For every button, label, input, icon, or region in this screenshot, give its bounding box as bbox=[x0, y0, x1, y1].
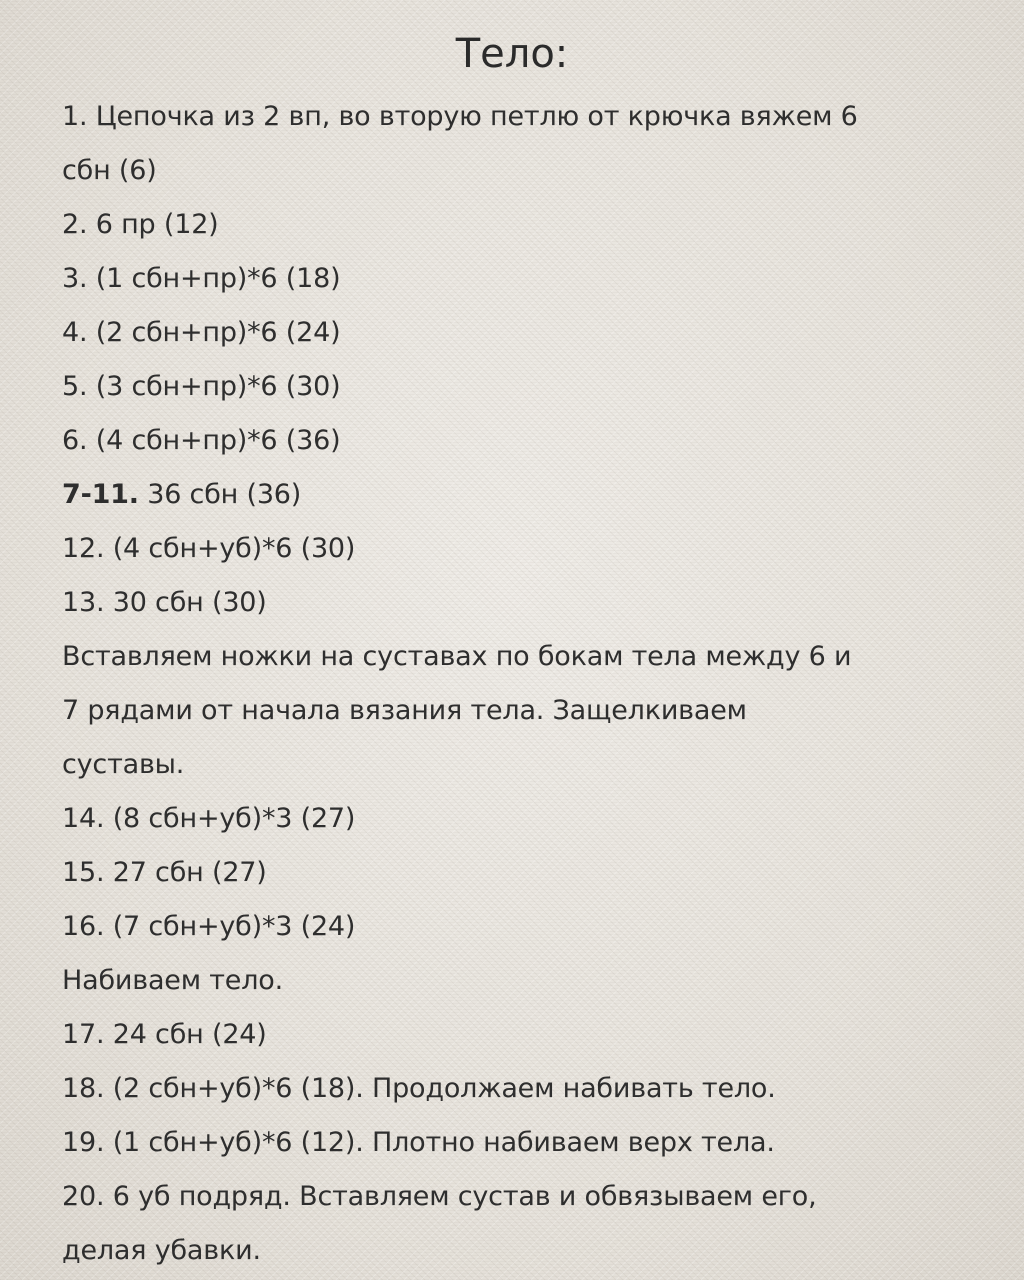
instruction-line: 5. (3 сбн+пр)*6 (30) bbox=[62, 371, 341, 402]
instruction-line: 19. (1 сбн+уб)*6 (12). Плотно набиваем верх тела. bbox=[62, 1127, 775, 1158]
instruction-line: 1. Цепочка из 2 вп, во вторую петлю от крючка вяжем 6 bbox=[62, 101, 858, 132]
instruction-line: 20. 6 уб подряд. Вставляем сустав и обвязываем его, bbox=[62, 1181, 817, 1212]
instruction-line: 3. (1 сбн+пр)*6 (18) bbox=[62, 263, 341, 294]
row-range-text: 36 сбн (36) bbox=[138, 479, 302, 510]
instruction-line-rows-7-11 bbox=[62, 468, 972, 522]
instruction-line: 13. 30 сбн (30) bbox=[62, 587, 267, 618]
row-range-label: 7-11. bbox=[62, 479, 139, 510]
instruction-line: суставы. bbox=[62, 749, 185, 780]
instruction-line: 14. (8 сбн+уб)*3 (27) bbox=[62, 803, 356, 834]
instruction-line: 15. 27 сбн (27) bbox=[62, 857, 267, 888]
instruction-line: 2. 6 пр (12) bbox=[62, 209, 219, 240]
instruction-line: 18. (2 сбн+уб)*6 (18). Продолжаем набивать тело. bbox=[62, 1073, 776, 1104]
instruction-line: 6. (4 сбн+пр)*6 (36) bbox=[62, 425, 341, 456]
instruction-line: 4. (2 сбн+пр)*6 (24) bbox=[62, 317, 341, 348]
instructions bbox=[62, 90, 972, 1278]
instruction-line: 17. 24 сбн (24) bbox=[62, 1019, 267, 1050]
instruction-line: Набиваем тело. bbox=[62, 965, 283, 996]
page-title: Тело: bbox=[455, 31, 569, 77]
instruction-line: Вставляем ножки на суставах по бокам тела между 6 и bbox=[62, 641, 852, 672]
instruction-line: 12. (4 сбн+уб)*6 (30) bbox=[62, 533, 356, 564]
instruction-line: 16. (7 сбн+уб)*3 (24) bbox=[62, 911, 356, 942]
instruction-line: сбн (6) bbox=[62, 155, 157, 186]
instruction-line: 7 рядами от начала вязания тела. Защелкиваем bbox=[62, 695, 747, 726]
instruction-line: делая убавки. bbox=[62, 1235, 261, 1266]
